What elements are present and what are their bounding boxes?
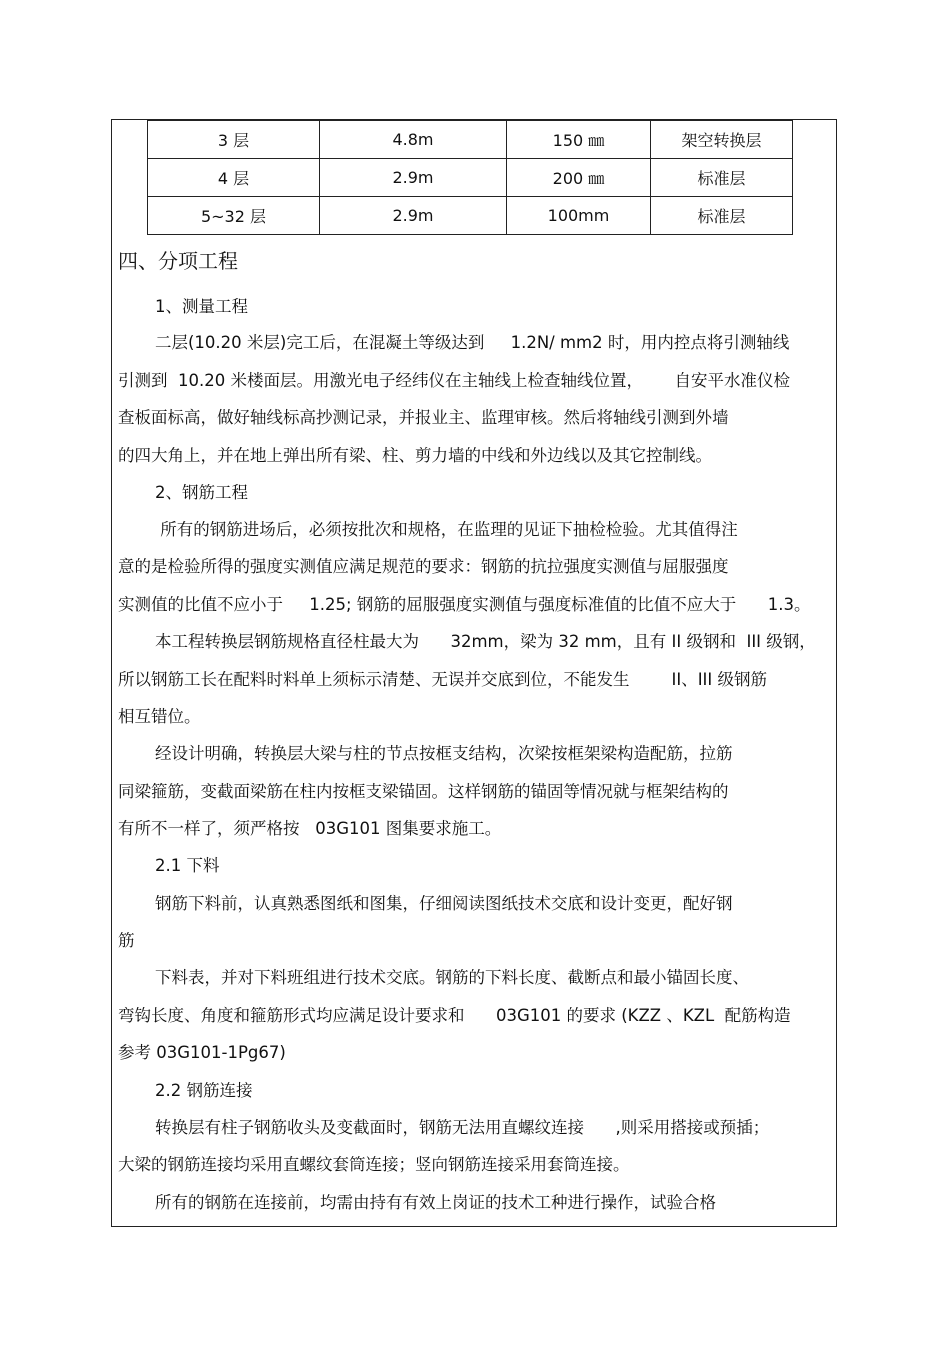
paragraph-line: 经设计明确，转换层大梁与柱的节点按框支结构，次梁按框架梁构造配筋，拉筋: [155, 744, 733, 763]
table-cell: 标准层: [651, 159, 793, 197]
table-cell: 5~32 层: [148, 197, 320, 235]
paragraph-line: 转换层有柱子钢筋收头及变截面时，钢筋无法用直螺纹连接 ,则采用搭接或预插；: [155, 1118, 770, 1137]
paragraph-line: 实测值的比值不应小于 1.25; 钢筋的屈服强度实测值与强度标准值的比值不应大于 1.3。: [118, 595, 811, 614]
subsection-heading: 2、钢筋工程: [155, 483, 248, 502]
paragraph-line: 相互错位。: [118, 707, 201, 726]
paragraph-line: 同梁箍筋，变截面梁筋在柱内按框支梁锚固。这样钢筋的锚固等情况就与框架结构的: [118, 782, 729, 801]
floor-spec-table: [147, 120, 793, 235]
paragraph-line: 有所不一样了，须严格按 03G101 图集要求施工。: [118, 819, 502, 838]
paragraph-line: 二层(10.20 米层)完工后，在混凝土等级达到 1.2N/ mm2 时，用内控点将引测轴线: [155, 333, 790, 352]
subsection-heading: 2.1 下料: [155, 856, 220, 875]
subsection-heading: 2.2 钢筋连接: [155, 1081, 253, 1100]
paragraph-line: 引测到 10.20 米楼面层。用激光电子经纬仪在主轴线上检查轴线位置， 自安平水准仪检: [118, 371, 790, 390]
paragraph-line: 意的是检验所得的强度实测值应满足规范的要求：钢筋的抗拉强度实测值与屈服强度: [118, 557, 729, 576]
table-row: [148, 159, 793, 197]
paragraph-line: 筋: [118, 931, 135, 950]
paragraph-line: 参考 03G101-1Pg67): [118, 1043, 286, 1062]
paragraph-line: 本工程转换层钢筋规格直径柱最大为 32mm，梁为 32 mm，且有 II 级钢和 III 级钢，: [155, 632, 816, 651]
table-cell: 3 层: [148, 121, 320, 159]
paragraph-line: 所以钢筋工长在配料时料单上须标示清楚、无误并交底到位，不能发生 II、III 级钢筋: [118, 670, 768, 689]
paragraph-line: 所有的钢筋进场后，必须按批次和规格，在监理的见证下抽检检验。尤其值得注: [155, 520, 738, 539]
paragraph-line: 的四大角上，并在地上弹出所有梁、柱、剪力墙的中线和外边线以及其它控制线。: [118, 446, 712, 465]
paragraph-line: 所有的钢筋在连接前，均需由持有有效上岗证的技术工种进行操作，试验合格: [155, 1193, 716, 1212]
table-row: [148, 197, 793, 235]
table-cell: 150 ㎜: [507, 121, 651, 159]
paragraph-line: 大梁的钢筋连接均采用直螺纹套筒连接；竖向钢筋连接采用套筒连接。: [118, 1155, 630, 1174]
table-cell: 4 层: [148, 159, 320, 197]
paragraph-line: 弯钩长度、角度和箍筋形式均应满足设计要求和 03G101 的要求 (KZZ 、KZL 配筋构造: [118, 1006, 791, 1025]
paragraph-line: 查板面标高，做好轴线标高抄测记录，并报业主、监理审核。然后将轴线引测到外墙: [118, 408, 729, 427]
subsection-heading: 1、测量工程: [155, 297, 248, 316]
paragraph-line: 钢筋下料前，认真熟悉图纸和图集，仔细阅读图纸技术交底和设计变更，配好钢: [155, 894, 733, 913]
table-row: [148, 121, 793, 159]
section-heading: 四、分项工程: [118, 249, 238, 273]
table-cell: 200 ㎜: [507, 159, 651, 197]
table-cell: 架空转换层: [651, 121, 793, 159]
table-cell: 2.9m: [320, 197, 507, 235]
table-cell: 100mm: [507, 197, 651, 235]
table-cell: 4.8m: [320, 121, 507, 159]
paragraph-line: 下料表，并对下料班组进行技术交底。钢筋的下料长度、截断点和最小锚固长度、: [155, 968, 749, 987]
table-cell: 2.9m: [320, 159, 507, 197]
table-cell: 标准层: [651, 197, 793, 235]
